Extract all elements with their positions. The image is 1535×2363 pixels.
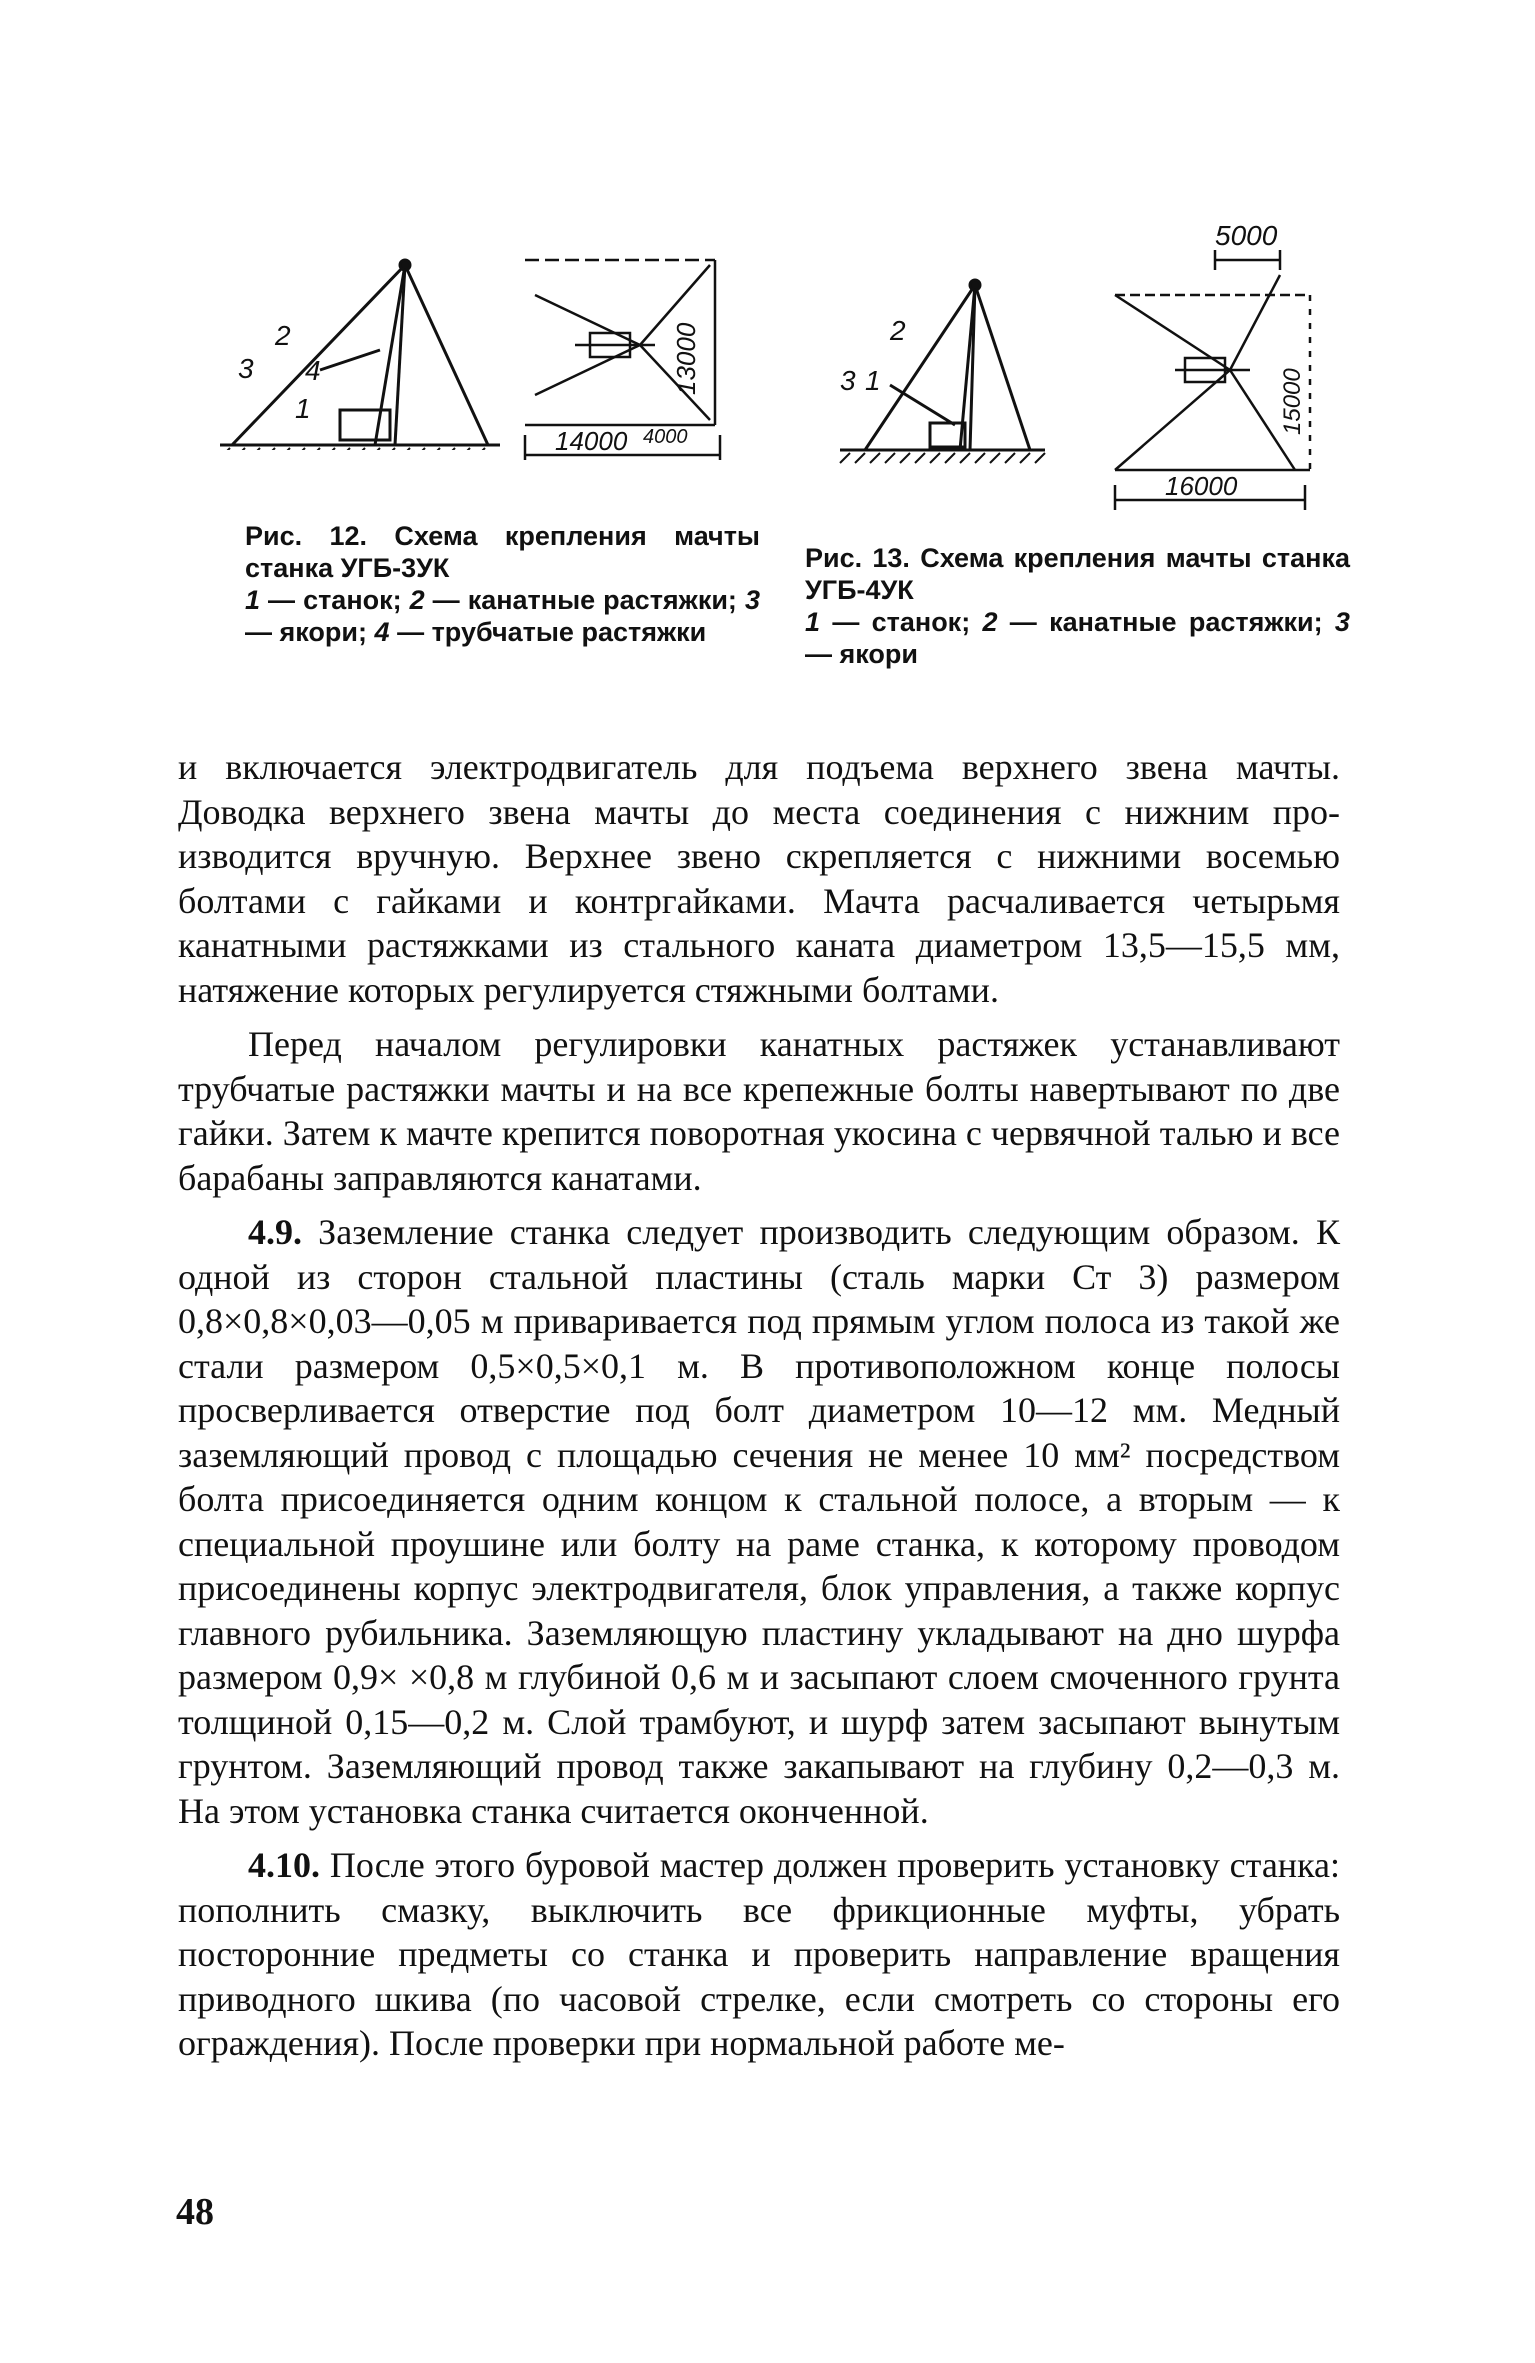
fig12-dim-13000: 13000: [671, 322, 701, 395]
figure-12-caption: [245, 520, 760, 648]
fig12-label-4: 4: [305, 355, 321, 386]
fig12-label-1: 1: [295, 393, 311, 424]
paragraph-continuation: и включается электродвигатель для подъема верхнего звена мачты. Доводка верхнего звена мачты до места соединения с нижним производится вручную. Верхнее звено скрепляется с нижними восемью болтами с гайками и контргайками. Мачта расчаливается четырьмя канатными растяжками из стального каната диаметром 13,5—15,5 мм, натяжение которых регулируется стяжными болтами.: [178, 747, 1340, 1010]
mast-guying-side-sketch-13: [835, 275, 1055, 475]
fig13-label-1: 1: [865, 365, 881, 396]
legend-num: 3: [744, 585, 760, 615]
legend-num: 1: [245, 585, 261, 615]
section-number: 4.9.: [248, 1212, 302, 1252]
figure-13-plan-view: [1105, 225, 1335, 510]
mast-guying-plan-view: [515, 250, 735, 460]
legend-num: 4: [374, 617, 390, 647]
fig13-label-3: 3: [840, 365, 856, 396]
legend-text: якори;: [279, 617, 368, 647]
legend-text: канатные растяжки;: [1049, 607, 1323, 637]
figure-13-caption-title: Рис. 13. Схема крепления мачты станка УГБ-4УК: [805, 543, 1350, 605]
figure-12-legend: 1 — станок; 2 — канатные растяжки; 3 — якори; 4 — трубчатые растяжки: [245, 585, 760, 647]
paragraph-text: После этого буровой мастер должен проверить установку станка: пополнить смазку, выключить все фрикционные муфты, убрать посторонние предметы со станка и проверить направление вращения приводного шкива (по часовой стрелке, если смотреть со стороны его ограждения). После проверки при нормальной работе ме-: [178, 1845, 1340, 2063]
mast-guying-plan-view-13: [1105, 225, 1335, 510]
fig13-dim-15000: 15000: [1279, 368, 1306, 435]
figure-13-caption: [805, 542, 1350, 670]
section-number: 4.10.: [248, 1845, 320, 1885]
body-text: [178, 745, 1340, 2076]
legend-text: якори: [839, 639, 919, 669]
legend-text: станок;: [871, 607, 971, 637]
figure-13-side-sketch: [835, 275, 1055, 475]
paragraph-4-10: [178, 1843, 1340, 2066]
paragraph: Перед началом регулировки канатных растяжек устанавливают трубчатые растяжки мачты и на все крепежные болты навертывают по две гайки. Затем к мачте крепится поворотная укосина с червячной талью и все барабаны заправляются канатами.: [178, 1024, 1340, 1198]
figure-12-plan-view: [515, 250, 735, 460]
legend-num: 1: [805, 607, 821, 637]
figure-12-caption-title: Рис. 12. Схема крепления мачты станка УГБ-3УК: [245, 521, 760, 583]
fig12-label-2: 2: [275, 320, 291, 351]
paragraph-4-9: [178, 1210, 1340, 1833]
fig12-label-3: 3: [238, 353, 254, 384]
page-number: 48: [176, 2191, 214, 2233]
fig13-dim-16000: 16000: [1165, 471, 1238, 501]
legend-num: 2: [409, 585, 425, 615]
fig13-dim-5000: 5000: [1215, 225, 1278, 251]
mast-guying-side-sketch: [220, 250, 500, 450]
legend-num: 3: [1334, 607, 1350, 637]
fig13-label-2: 2: [890, 315, 906, 346]
figure-13-legend: 1 — станок; 2 — канатные растяжки; 3 — якори: [805, 607, 1350, 669]
legend-text: станок;: [303, 585, 402, 615]
legend-text: трубчатые растяжки: [431, 617, 707, 647]
legend-num: 2: [982, 607, 998, 637]
paragraph-text: Заземление станка следует производить следующим образом. К одной из сторон стальной пластины (сталь марки Ст 3) размером 0,8×0,8×0,03—0,05 м приваривается под прямым углом полоса из такой же стали размером 0,5×0,5×0,1 м. В противоположном конце полосы просверливается отверстие под болт диаметром 10—12 мм. Медный заземляющий провод с площадью сечения не менее 10 мм² посредством болта присоединяется одним концом к стальной полосе, а вторым — к специальной проушине или болту на раме станка, к которому проводом присоединены корпус электродвигателя, блок управления, а также корпус главного рубильника. Заземляющую пластину укладывают на дно шурфа размером 0,9× ×0,8 м глубиной 0,6 м и засыпают слоем смоченного грунта толщиной 0,15—0,2 м. Слой трамбуют, и шурф затем засыпают вынутым грунтом. Заземляющий провод также закапывают на глубину 0,2—0,3 м. На этом установка станка считается оконченной.: [178, 1212, 1340, 1831]
figure-12-side-sketch: [220, 250, 500, 450]
legend-text: канатные растяжки;: [467, 585, 737, 615]
fig12-dim-14000: 14000: [555, 426, 628, 456]
fig12-dim-4000: 4000: [643, 426, 688, 448]
